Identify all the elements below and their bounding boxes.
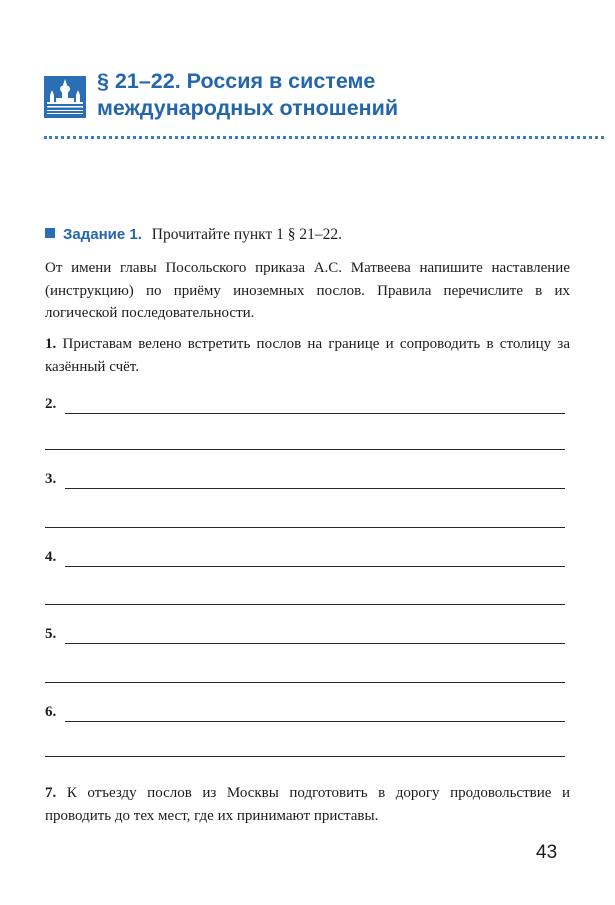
answer-rule: [65, 721, 565, 722]
item-text: К отъезду послов из Москвы подготовить в дорогу продовольствие и проводить до тех мест, где их принимают приставы.: [45, 785, 570, 824]
answer-line-3b[interactable]: [45, 527, 565, 528]
item-number: 1.: [45, 336, 57, 352]
task-label: Задание 1.: [63, 226, 142, 243]
task-heading: [45, 224, 585, 246]
answer-rule: [65, 413, 565, 414]
task-intro: От имени главы Посольского приказа А.С. Матвеева напишите наставление (инструкцию) по приёму иноземных послов. Правила перечислите в их логической последовательности.: [45, 260, 570, 321]
item-number: 7.: [45, 785, 57, 801]
page-number: 43: [536, 842, 558, 863]
answer-line-6[interactable]: [45, 702, 565, 722]
answer-line-4[interactable]: [45, 547, 565, 567]
answer-line-2[interactable]: [45, 394, 565, 414]
answer-line-5b[interactable]: [45, 682, 565, 683]
item-number: 2.: [45, 396, 57, 412]
task-instruction: Прочитайте пункт 1 § 21–22.: [151, 226, 343, 243]
item-number: 5.: [45, 626, 57, 642]
answer-line-6b[interactable]: [45, 756, 565, 757]
answer-line-4b[interactable]: [45, 604, 565, 605]
answer-rule: [65, 643, 565, 644]
item-number: 3.: [45, 471, 57, 487]
item-1: [45, 333, 570, 378]
chapter-title-line1: § 21–22. Россия в системе: [97, 69, 376, 93]
item-7: [45, 782, 570, 827]
answer-line-2b[interactable]: [45, 449, 565, 450]
answer-line-3[interactable]: [45, 469, 565, 489]
answer-rule: [65, 488, 565, 489]
task-marker-icon: [45, 228, 55, 238]
header-divider: [44, 136, 604, 139]
item-number: 4.: [45, 549, 57, 565]
answer-line-5[interactable]: [45, 624, 565, 644]
chapter-title-line2: международных отношений: [97, 96, 399, 120]
answer-rule: [65, 566, 565, 567]
chapter-title: [97, 68, 577, 122]
item-text: Приставам велено встретить послов на границе и сопроводить в столицу за казённый счёт.: [45, 336, 570, 375]
item-number: 6.: [45, 704, 57, 720]
kremlin-icon: [44, 76, 86, 118]
